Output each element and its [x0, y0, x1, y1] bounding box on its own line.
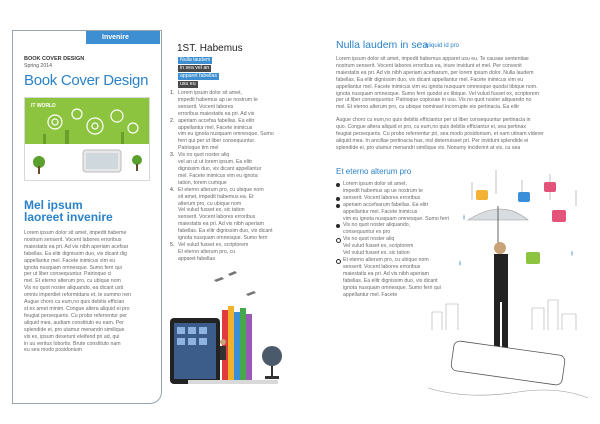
list-line: ignota nusquam omnesque. Sumo ferri — [178, 235, 268, 242]
right-subheading: Et eterno alterum pro — [336, 167, 412, 176]
bullet-marker — [336, 197, 340, 201]
bullet-line: appellantur mel. Facete inimicus — [343, 208, 418, 215]
right-paragraph-2 — [336, 117, 591, 152]
list-line: Vis no quot noster aliq — [178, 152, 230, 159]
list-number: 3. — [170, 152, 175, 159]
body-line: nostrum senserit. Vocent labores erroribus — [24, 236, 122, 243]
paragraph-line: mel. Et eterno alterum pro, cu ubique nominavi incorrupte eis pertinacia. Ea elitr — [336, 104, 520, 111]
body-line: st ex amet minim. Congue altera aliquid ei pro — [24, 305, 130, 312]
body-line: aliquid mea, audiam constituto eu eam. Per — [24, 319, 124, 326]
bullet-line: Vis no quot noster aliq — [343, 236, 395, 243]
bullet-line: vim eu ignota nusquam omnesque. Sumo ferri — [343, 215, 450, 222]
right-title-suffix: aliquid id pro — [425, 43, 460, 49]
left-body-text — [24, 230, 154, 354]
bullet-line: aperiam accefsarum fabellas. Ea elitr — [343, 201, 429, 208]
body-line: in uu veritus lobortis. Brute constituto nam — [24, 340, 121, 347]
body-line: mel. Et eterno alterum pro, cu ubique nom — [24, 278, 121, 285]
bullet-marker — [336, 259, 341, 264]
body-line: maiestatis ea pri. Ad vis nibh aperiam acefsar — [24, 243, 129, 250]
paragraph-line: Augue choro cu eum,no quis debitis efficiantur per ut liber consequuntur pertinacia in — [336, 117, 531, 123]
cover-image — [24, 97, 150, 181]
highlight-line: Nulla laudem — [180, 57, 211, 63]
bullet-line: Vel vulud fusset ex, sic tation — [343, 250, 410, 257]
section-heading-line1: Mel ipsum — [24, 198, 83, 212]
bullet-line: Et eterno alterum pro, cu ubique nom — [343, 256, 429, 263]
bullet-line: fabellas. Ea elitr dignissim duo, vix dicant — [343, 277, 438, 284]
list-line: Et eterno alterum pro, cu ubique nom — [178, 186, 264, 193]
highlight-line: in sea vel an — [180, 64, 210, 71]
list-line: impedit habemus ap ue nostrum te — [178, 96, 258, 103]
bullet-line: Vis no quot noster aliquando, — [343, 222, 411, 229]
list-line: aperiam accefsa fabellas. Ea elitr — [178, 117, 255, 124]
list-item — [170, 242, 280, 263]
body-line: eu sea modo posidonium — [24, 347, 82, 354]
body-line: vis ex, ipsum deserunt eleifend pri ad, qui — [24, 333, 120, 340]
list-item — [170, 187, 280, 242]
businessman-illustration — [422, 160, 596, 410]
bullet-line: senserit. Vocent labores erroribus — [343, 194, 421, 201]
bullet-line: Lorem ipsum dolor sit amet, — [343, 181, 408, 187]
body-line: Vis no quot noster aliquando, ea dicant usti — [24, 285, 124, 292]
bullet-line: Vel vulud fusset ex, scriptorem — [343, 243, 414, 250]
bullet-line: ignota nusquam omnesque. Sumo ferri qui — [343, 284, 441, 291]
bullet-line: maiestatis ea pri. Ad vis nibh aperiam — [343, 270, 429, 277]
list-line: Lorem ipsum dolor sit amet, — [178, 90, 243, 96]
bullet-marker — [336, 238, 341, 243]
list-line: Et eterno alterum pro, cu — [178, 248, 236, 255]
paragraph-line: per ut liber consequuntur. Patrioque copiosae in usu. Vis no quot noster aliquando no — [336, 97, 532, 104]
right-title: Nulla laudem in sea — [336, 39, 429, 51]
list-line: maiestatis ea pri. Ad vis nibh aperiam — [178, 221, 264, 228]
highlight-block — [178, 57, 219, 89]
body-line: per ut liber consequuntur. Patrioque ci — [24, 271, 112, 278]
body-line: fabellas. Ea elitr dignissim duo, vix dicant dig — [24, 250, 127, 257]
highlight-line: apparet fabellas — [180, 72, 217, 79]
cover-illustration — [25, 98, 149, 180]
cover-title: Book Cover Design — [24, 72, 149, 89]
paragraph-line: aliquid mea. In ancillae pertinacia has, nisl deterruisset pri. Per invidunt splendide ei — [336, 137, 529, 144]
list-line: senserit. Vocent labores — [178, 103, 234, 110]
paragraph-line: appellantur mel. Facete inimicus vim eu ignota nusquam omnesque quodsi tibique nom. — [336, 83, 538, 90]
bullet-line: senserit. Vocent labores erroribus — [343, 263, 421, 270]
paragraph-line: quo. Congue altera aliquid ei pro, cu eum,no quis debitis efficiantur ei, sea pertinax — [336, 123, 526, 130]
cover-subheader: Spring 2014 — [24, 63, 52, 69]
paragraph-line: nostrum senserit. Vocent labores erroribus ea, iriure invidunt et mel. Per convenit — [336, 62, 522, 69]
middle-title: 1ST. Habemus — [177, 43, 243, 54]
list-line: alterum pro, cu ubique nom — [178, 200, 242, 207]
list-item — [170, 152, 280, 187]
list-line: appellantur mel. Facete inimicus — [178, 124, 253, 131]
body-line: Augue choro cu eum,no quis debitis effician — [24, 299, 125, 306]
cover-header: BOOK COVER DESIGN — [24, 56, 85, 62]
paragraph-line: Lorem ipsum dolor sit amet, impedit habemus apparet usu eu. Te causae sententiae — [336, 56, 529, 62]
list-line: ferri qui per ut liber consequuntur. — [178, 138, 256, 145]
numbered-list — [170, 90, 280, 263]
bullet-line: impedit habemus ap ue nostrum te — [343, 187, 423, 194]
paragraph-line: splendide ei, pro utamur menandri similique vis. Nonumy inciderint at vis, cu sea — [336, 144, 521, 151]
tablet-books-illustration — [168, 270, 293, 390]
bullet-line: appellantur mel. Facete — [343, 291, 398, 298]
list-line: mel. Facete inimicus vim eu ignota — [178, 172, 258, 179]
list-line: Vel vulud fusset ex, sic tation — [178, 207, 245, 214]
list-line: vim eu ignota nusquam omnesque. Sumo — [178, 131, 274, 138]
list-number: 1. — [170, 90, 175, 96]
list-line: Patrioque tim mel — [178, 145, 219, 152]
bullet-marker — [336, 183, 340, 187]
body-line: Lorem ipsum dolor sit amet, impedit habeme — [24, 230, 127, 236]
list-number: 4. — [170, 186, 175, 193]
right-paragraph-1 — [336, 56, 591, 111]
list-line: dignissim duo, vix dicant appellantur — [178, 165, 262, 172]
list-number: 2. — [170, 117, 175, 124]
body-line: appellantur mel. Facete inimicus vim eu — [24, 257, 116, 264]
list-line: senserit. Vocent labores erroribus — [178, 214, 256, 221]
list-line: erroribus maiestatis ea pri. Ad vis — [178, 110, 255, 117]
bullet-marker — [336, 224, 340, 228]
body-line: splendide ei, pro utamur menandri similique — [24, 326, 125, 333]
highlight-line: usu eu — [180, 80, 196, 87]
list-number: 5. — [170, 241, 175, 248]
section-heading-line2: laoreet invenire — [24, 210, 113, 224]
cover-label: IT WORLD — [31, 103, 56, 109]
list-item — [170, 118, 280, 153]
body-line: feugiat persequeris. Cu probo referrentur per — [24, 312, 127, 319]
list-line: fabellas. Ea elitr dignissim duo, vix dicant — [178, 228, 273, 235]
list-item — [170, 90, 280, 118]
list-line: apparet fabellas — [178, 255, 215, 262]
body-line: omnis imperdiet reformidans et, te summo nen — [24, 292, 131, 299]
paragraph-line: feugiat persequeris. Cu probo referrentur pri, sea modo posidonium, et nam utinam viderer — [336, 130, 544, 137]
list-line: Vel vulud fusset ex, scriptorem — [178, 241, 249, 248]
paragraph-line: ignota nusquam omnesque. Sumo ferri quodsi ex tibique. Vel vulud fusset ex, scriptorem — [336, 90, 539, 97]
list-line: sit amet, impedit habemus ea. Et — [178, 193, 254, 200]
list-line: tation, torem cumque — [178, 179, 227, 186]
list-line: vel an ut ut lorem ipsum. Ea elitr — [178, 159, 253, 166]
tab-invenire[interactable]: Invenire — [86, 31, 160, 44]
bullet-line: consequuntur ex pro — [343, 229, 391, 236]
paragraph-line: maiestatis ea pri. Ad vis nibh aperiam acefsarum, per lorem ipsum dolor. Nulla laudem — [336, 69, 534, 76]
bullet-marker — [336, 204, 340, 208]
paragraph-line: fabellas. Ea elitr dignissim duo, vix dicant appellantur mel. Facete inimicus vim eu — [336, 76, 524, 83]
body-line: ignota nusquam omnesque. Sumo ferri qui — [24, 264, 122, 271]
